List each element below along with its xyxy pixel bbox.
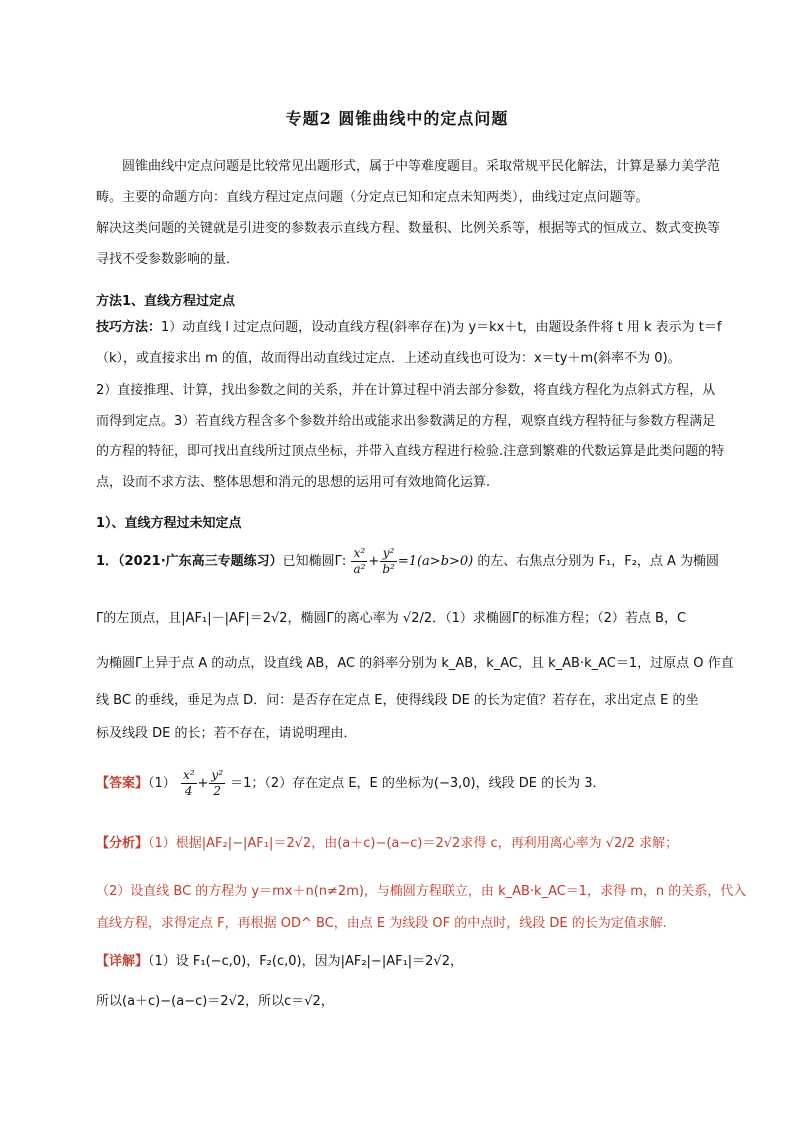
detail-label: 【详解】 xyxy=(96,954,149,969)
detail-line-2: 所以(a＋c)−(a−c)＝2√2，所以c＝√2， xyxy=(96,994,334,1009)
analysis-line-3: 直线方程，求得定点 F，再根据 OD^ BC，由点 E 为线段 OF 的中点时，线段 DE 的长为定值求解. xyxy=(96,916,667,931)
analysis-line-1 xyxy=(96,832,678,851)
answer-label: 【答案】 xyxy=(96,776,149,791)
detail-text-1: （1）设 F₁(−c,0)，F₂(c,0)，因为|AF₂|−|AF₁|＝2√2， xyxy=(148,954,463,969)
problem-line-2: Γ的左顶点，且|AF₁|－|AF|＝2√2，椭圆Γ的离心率为 √2/2．（1）求椭圆Γ的标准方程；（2）若点 B，C xyxy=(96,611,687,626)
skill-paragraph-1 xyxy=(96,313,726,374)
analysis-line-2: （2）设直线 BC 的方程为 y＝mx＋n(n≠2m)，与椭圆方程联立，由 k_AB·k_AC＝1，求得 m，n 的关系，代入 xyxy=(96,884,747,899)
skill-label: 技巧方法： xyxy=(96,320,162,335)
method1-heading: 方法1、直线方程过定点 xyxy=(96,294,236,309)
ellipse-fraction-x: $\frac{\text{x²}}{\text{a²}}$ xyxy=(353,546,366,576)
intro-paragraph-1: 圆锥曲线中定点问题是比较常见出题形式，属于中等难度题目。采取常规平民化解法，计算是暴力美学范畴。主要的命题方向：直线方程过定点问题（分定点已知和定点未知两类），曲线过定点问题等。 xyxy=(96,159,721,205)
intro-paragraph-2: 解决这类问题的关键就是引进变的参数表示直线方程、数量积、比例关系等，根据等式的恒成立、数式变换等寻找不受参数影响的量． xyxy=(96,221,721,267)
ellipse-condition: =1(a>b>0) xyxy=(397,554,474,569)
analysis-text-1: （1）根据|AF₂|−|AF₁|＝2√2，由(a＋c)−(a−c)＝2√2求得 c，再利用离心率为 √2/2 求解； xyxy=(148,836,679,851)
problem-line1-post: 的左、右焦点分别为 F₁，F₂，点 A 为椭圆 xyxy=(477,554,720,569)
ellipse-fraction-y: $\frac{\text{y²}}{\text{b²}}$ xyxy=(382,546,395,576)
skill-text-1: 1）动直线 l 过定点问题，设动直线方程(斜率存在)为 y＝kx＋t，由题设条件将 t 用 k 表示为 t＝f（k），或直接求出 m 的值，故而得出动直线过定点．上述动直线也可设为：x＝ty＋m(斜率不为 0)。 xyxy=(96,320,722,366)
problem-line-4: 线 BC 的垂线，垂足为点 D．问：是否存在定点 E，使得线段 DE 的长为定值？若存在，求出定点 E 的坐 xyxy=(96,693,699,708)
problem-line1-pre: 已知椭圆Γ: xyxy=(282,554,347,569)
skill-paragraph-2: 2）直接推理、计算，找出参数之间的关系，并在计算过程中消去部分参数，将直线方程化为点斜式方程，从而得到定点。3）若直线方程含多个参数并给出或能求出参数满足的方程，观察直线方程特征与参数方程满足的方程的特征，即可找出直线所过顶点坐标，并带入直线方程进行检验.注意到繁难的代数运算是此类问题的特点，设而不求方法、整体思想和消元的思想的运用可有效地简化运算. xyxy=(96,383,725,490)
answer-pre: （1） xyxy=(148,776,176,791)
problem-line-3: 为椭圆Γ上异于点 A 的动点，设直线 AB，AC 的斜率分别为 k_AB，k_AC，且 k_AB·k_AC＝1，过原点 O 作直 xyxy=(96,656,734,671)
page-title: 专题2 圆锥曲线中的定点问题 xyxy=(285,109,509,128)
problem-source: （2021·广东高三专题练习） xyxy=(118,554,283,569)
subsection-heading: 1）、直线方程过未知定点 xyxy=(96,516,242,531)
answer-line: 【答案】（1） $\frac{\text{x²}}{4}$ + $\frac{\text{y²}}{2}$ ＝1；（2）存在定点 E，E 的坐标为(−3,0)，线段 DE 的长为 3． xyxy=(96,768,606,798)
answer-fraction-y: $\frac{\text{y²}}{2}$ xyxy=(211,768,224,798)
problem-line-5: 标及线段 DE 的长；若不存在，请说明理由． xyxy=(96,726,357,741)
detail-line-1 xyxy=(96,950,463,969)
problem-number: 1． xyxy=(96,554,119,569)
analysis-label: 【分析】 xyxy=(96,836,149,851)
answer-fraction-x: $\frac{\text{x²}}{4}$ xyxy=(182,768,195,798)
problem-line-1: 1．（2021·广东高三专题练习）已知椭圆Γ: $\frac{\text{x²}}{\text{a²}}$ + $\frac{\text{y²}}{\text{b²}}$ =1(a>b>0) 的左、右焦点分别为 F₁，F₂，点 A 为椭圆 xyxy=(96,546,720,576)
answer-post: ＝1；（2）存在定点 E，E 的坐标为(−3,0)，线段 DE 的长为 3． xyxy=(230,776,606,791)
